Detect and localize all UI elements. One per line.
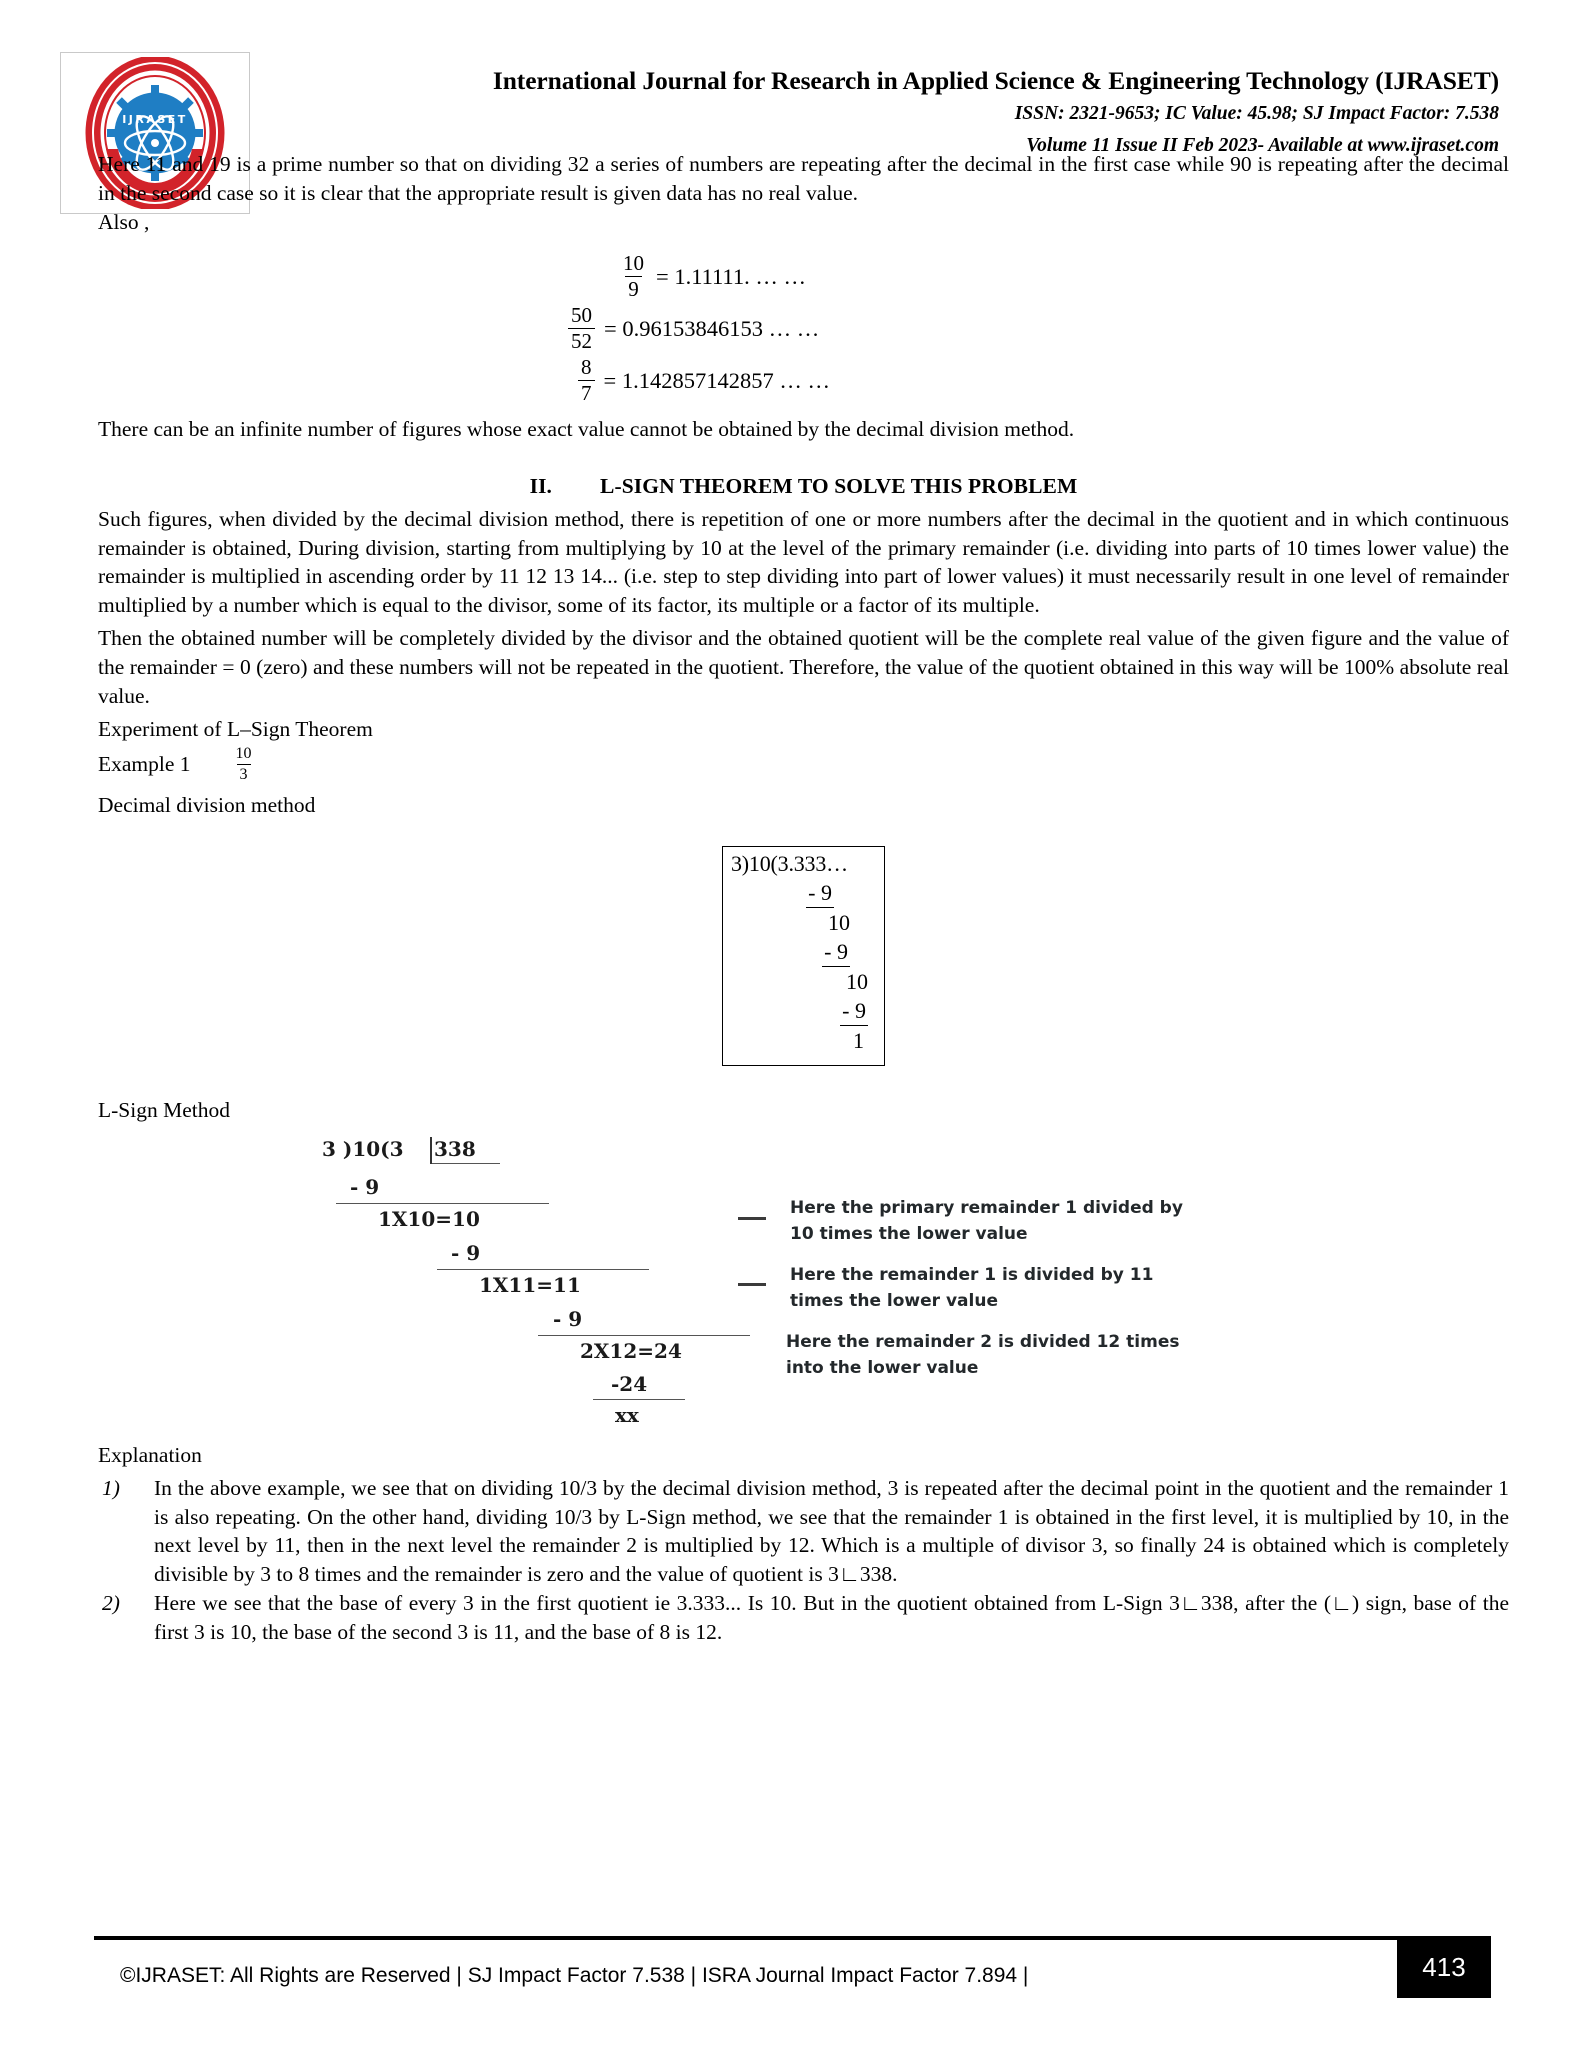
fraction-numerator: 50 xyxy=(571,303,592,328)
fraction-numerator: 8 xyxy=(581,355,592,380)
list-item: In the above example, we see that on dividing 10/3 by the decimal division method, 3 is repeated after the decimal point in the quotient and the remainder 1 is also repeating. On the other hand, dividing 10/3 by L-Sign method, we see that the remainder 1 is obtained in the first level, it is multiplied by 10, in the next level by 11, then in the next level the remainder 2 is multiplied by 12. Which is a multiple of divisor 3, so finally 24 is obtained which is completely divisible by 3 to 8 times and the remainder is zero and the value of quotient is 3∟338. xyxy=(154,1475,1509,1587)
division-step: 10 xyxy=(846,968,868,994)
fraction-numerator: 10 xyxy=(235,744,252,762)
explanation-list xyxy=(98,1474,1509,1647)
equation-row xyxy=(568,251,1509,303)
decimal-division-box xyxy=(722,846,885,1066)
lsign-method-label: L-Sign Method xyxy=(98,1097,230,1122)
lsign-subtrahend: - 9 xyxy=(350,1174,380,1199)
paragraph-such-figures: Such figures, when divided by the decimal division method, there is repetition of one or more numbers after the decimal in the quotient and in which continuous remainder is obtained, During division, starting from multiplying by 10 at the level of the primary remainder (i.e. dividing into parts of 10 times lower value) the remainder is multiplied in ascending order by 11 12 13 14... (i.e. step to step dividing into part of lower values) it must necessarily result in one level of remainder multiplied by a number which is equal to the divisor, some of its factor, its multiple or a factor of its multiple. xyxy=(98,506,1509,618)
section-heading xyxy=(98,474,1509,499)
section-number: II. xyxy=(529,473,553,498)
header-text-block xyxy=(250,52,1509,161)
annotation-dash-icon xyxy=(738,1217,766,1220)
svg-text:IJRASET: IJRASET xyxy=(122,113,188,126)
footer-copyright: ©IJRASET: All Rights are Reserved | SJ Impact Factor 7.538 | ISRA Journal Impact Factor 7.894 | xyxy=(120,1964,1029,1987)
equation-row xyxy=(568,303,1509,355)
equation-result: = 0.96153846153 … … xyxy=(604,315,820,341)
step-rule xyxy=(593,1399,685,1400)
lsign-level-result: 1X11=11 xyxy=(479,1272,581,1297)
journal-issn-line: ISSN: 2321-9653; IC Value: 45.98; SJ Impact Factor: 7.538 xyxy=(1014,103,1499,125)
example-line xyxy=(98,746,1509,783)
lsign-level-result: 2X12=24 xyxy=(580,1338,682,1363)
fraction xyxy=(578,357,595,404)
paragraph-then-obtained: Then the obtained number will be completely divided by the divisor and the obtained quotient will be the complete real value of the given figure and the value of the remainder = 0 (zero) and these numbers will not be repeated in the quotient. Therefore, the value of the quotient obtained in this way will be 100% absolute real value. xyxy=(98,626,1509,709)
footer-divider xyxy=(94,1936,1491,1940)
annotation-note: 10 times the lower value xyxy=(790,1223,1028,1244)
fraction-numerator: 10 xyxy=(623,251,644,276)
lsign-subtrahend: -24 xyxy=(611,1371,648,1396)
l-sign-mark xyxy=(430,1137,432,1164)
division-step: - 9 xyxy=(840,996,868,1026)
fraction-denominator: 7 xyxy=(578,380,595,404)
fraction-equation-block xyxy=(98,251,1509,407)
fraction xyxy=(620,253,647,300)
paragraph-prime-numbers: Here 11 and 19 is a prime number so that on dividing 32 a series of numbers are repeating after the decimal in the first case while 90 is repeating after the decimal in the second case so it is clear that the appropriate result is given data has no real value. xyxy=(98,152,1509,205)
fraction xyxy=(568,305,595,352)
fraction-denominator: 3 xyxy=(237,764,251,783)
page-header xyxy=(0,0,1583,157)
page-number-badge: 413 xyxy=(1397,1936,1491,1998)
equation-result: = 1.142857142857 … … xyxy=(603,367,830,393)
explanation-label: Explanation xyxy=(98,1442,202,1467)
page-footer xyxy=(0,1928,1583,2048)
journal-volume-line: Volume 11 Issue II Feb 2023- Available at www.ijraset.com xyxy=(1026,135,1499,157)
fraction-denominator: 52 xyxy=(568,328,595,352)
experiment-label: Experiment of L–Sign Theorem xyxy=(98,716,373,741)
list-item: Here we see that the base of every 3 in the first quotient ie 3.333... Is 10. But in the quotient obtained from L-Sign 3∟338, after the (∟) sign, base of the first 3 is 10, the base of the second 3 is 11, and the base of 8 is 12. xyxy=(154,1591,1509,1645)
decimal-method-label: Decimal division method xyxy=(98,792,316,817)
annotation-dash-icon xyxy=(738,1283,766,1286)
step-rule xyxy=(437,1269,649,1270)
lsign-header-quotient: 338 xyxy=(434,1136,476,1161)
quotient-underline xyxy=(432,1163,500,1164)
annotation-note: into the lower value xyxy=(786,1357,979,1378)
equation-row xyxy=(568,355,1509,407)
equation-result: = 1.11111. … … xyxy=(656,263,806,289)
fraction-denominator: 9 xyxy=(625,276,642,300)
example-label: Example 1 xyxy=(98,751,191,776)
division-header: 3)10(3.333… xyxy=(731,850,848,876)
annotation-note: times the lower value xyxy=(790,1290,998,1311)
annotation-note: Here the primary remainder 1 divided by xyxy=(790,1197,1183,1218)
section-title: L-SIGN THEOREM TO SOLVE THIS PROBLEM xyxy=(600,473,1078,498)
step-rule xyxy=(336,1203,549,1204)
paragraph-infinite-figures: There can be an infinite number of figures whose exact value cannot be obtained by the decimal division method. xyxy=(98,416,1075,441)
journal-title: International Journal for Research in Applied Science & Engineering Technology (IJRASET) xyxy=(492,66,1499,95)
decimal-division-figure xyxy=(98,846,1509,1066)
division-step: - 9 xyxy=(822,937,850,967)
also-label: Also , xyxy=(98,209,150,234)
lsign-subtrahend: - 9 xyxy=(451,1240,481,1265)
lsign-final-remainder: xx xyxy=(615,1402,639,1427)
division-step: 1 xyxy=(853,1027,864,1053)
lsign-header-prefix: 3 )10(3 xyxy=(322,1136,404,1161)
annotation-note: Here the remainder 1 is divided by 11 xyxy=(790,1264,1154,1285)
division-step: - 9 xyxy=(806,878,834,908)
annotation-note: Here the remainder 2 is divided 12 times xyxy=(786,1331,1180,1352)
example-fraction xyxy=(233,746,255,783)
division-step: 10 xyxy=(828,909,850,935)
step-rule xyxy=(538,1335,750,1336)
lsign-level-result: 1X10=10 xyxy=(378,1206,480,1231)
lsign-subtrahend: - 9 xyxy=(553,1306,583,1331)
page-content xyxy=(0,150,1583,1647)
lsign-method-figure xyxy=(98,1131,1509,1427)
